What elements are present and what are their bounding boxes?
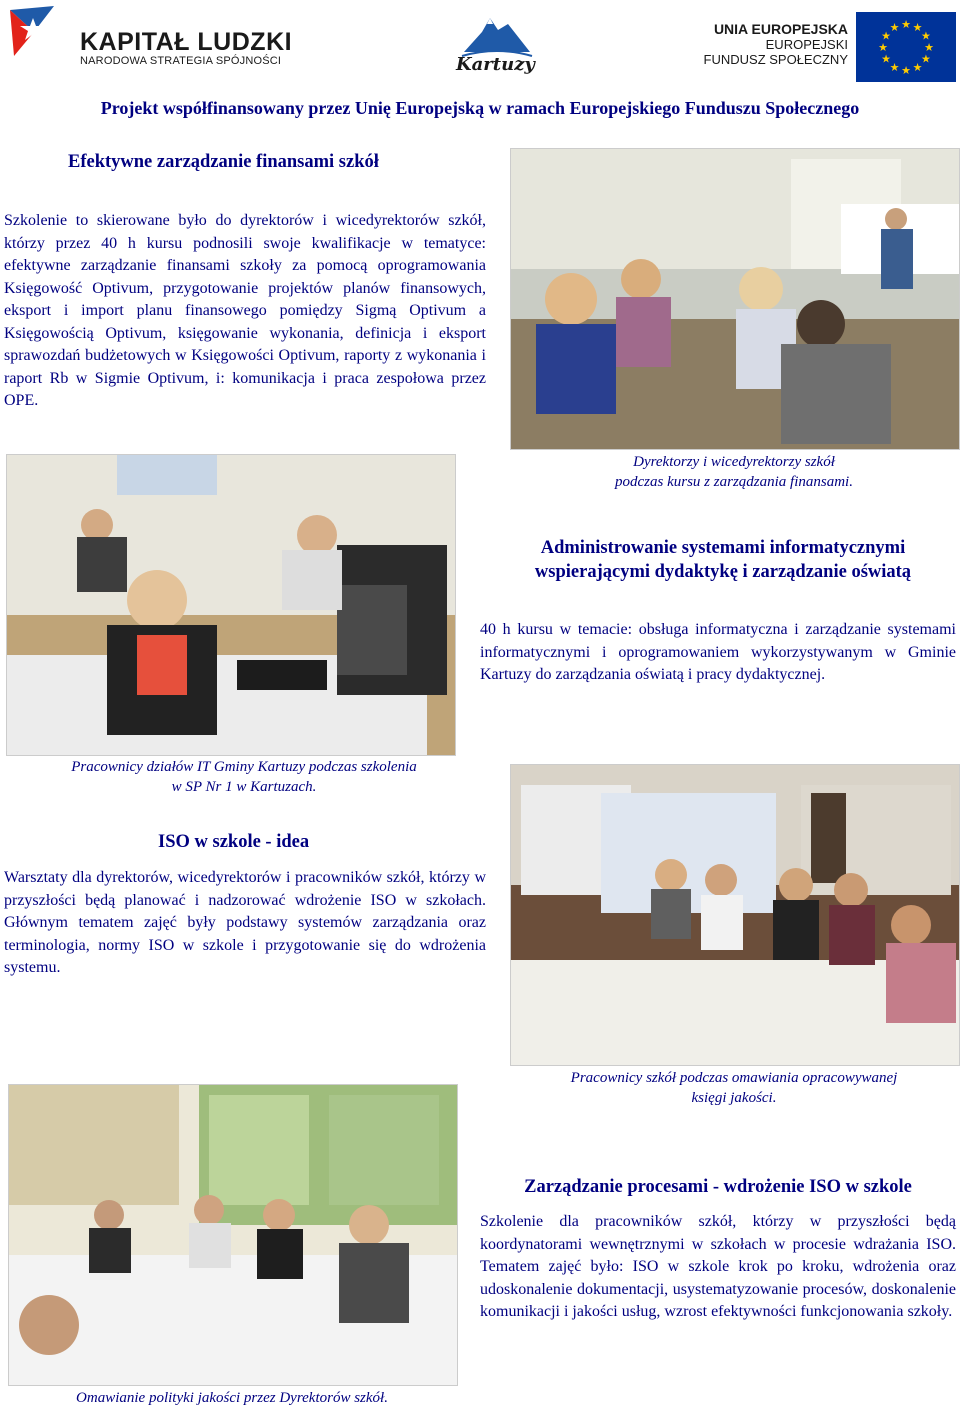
section1-caption — [510, 452, 958, 492]
section2-title-line2: wspierającymi dydaktykę i zarządzanie oświatą — [534, 562, 912, 582]
section1-title: Efektywne zarządzanie finansami szkół — [68, 152, 379, 172]
section2-caption-line2: w SP Nr 1 w Kartuzach. — [171, 779, 317, 795]
eu-star-icon: ★ — [889, 22, 900, 35]
section3-body: Warsztaty dla dyrektorów, wicedyrektorów i pracowników szkół, którzy w przyszłości będą planować i nadzorować wdrożenie ISO w szkołach. Głównym tematem zajęć były podstawy systemów zarządzania oraz terminologia, normy ISO w szkole i przygotowanie się do wdrożenia systemu. — [4, 869, 486, 976]
eu-star-icon: ★ — [881, 30, 892, 43]
eu-flag-icon — [856, 12, 956, 82]
section2-title — [486, 536, 960, 584]
section2-body: 40 h kursu w temacie: obsługa informatyczna i zarządzanie systemami informatycznymi i oprogramowaniem wykorzystywanym w Gminie Kartuzy do zarządzania oświatą i pracy dydaktycznej. — [480, 621, 956, 683]
cofinancing-header: Projekt współfinansowany przez Unię Europejską w ramach Europejskiego Funduszu Społecznego — [100, 98, 860, 118]
eu-star-icon: ★ — [920, 30, 931, 43]
photo-quality-book — [510, 764, 960, 1066]
kartuzy-logo — [452, 10, 542, 82]
eu-star-icon: ★ — [878, 42, 888, 54]
section4-caption: Omawianie polityki jakości przez Dyrektorów szkół. — [76, 1390, 388, 1406]
section2-caption — [6, 757, 482, 797]
eu-star-icon: ★ — [924, 42, 934, 54]
eu-star-icon: ★ — [912, 61, 923, 74]
eu-line3: FUNDUSZ SPOŁECZNY — [703, 52, 848, 67]
eu-line2: EUROPEJSKI — [765, 37, 848, 52]
photo-quality-policy — [8, 1084, 458, 1386]
kartuzy-logo-text: Kartuzy — [456, 54, 535, 75]
section1-caption-line1: Dyrektorzy i wicedyrektorzy szkół — [633, 454, 835, 470]
section4-body: Szkolenie dla pracowników szkół, którzy w przyszłości będą koordynatorami wewnętrznymi w szkołach w procesie wdrażania ISO. Tematem zajęć było: ISO w szkole krok po kroku, wdrożenia oraz udoskonalenie dokumentacji, usystematyzowanie procesów, doskonalenie komunikacji i jakości usług, wzrost efektywności funkcjonowania szkoły. — [480, 1213, 956, 1320]
eu-star-icon: ★ — [901, 19, 911, 31]
kapital-ludzki-subtitle: NARODOWA STRATEGIA SPÓJNOŚCI — [80, 55, 282, 67]
eu-logo-text — [704, 22, 848, 67]
section2-caption-line1: Pracownicy działów IT Gminy Kartuzy podczas szkolenia — [71, 759, 417, 775]
section4-title: Zarządzanie procesami - wdrożenie ISO w szkole — [524, 1177, 912, 1197]
section2-title-line1: Administrowanie systemami informatycznymi — [540, 538, 906, 558]
section3-caption — [510, 1068, 958, 1108]
eu-star-icon: ★ — [889, 61, 900, 74]
section1-body: Szkolenie to skierowane było do dyrektorów i wicedyrektorów szkół, którzy przez 40 h kursu podnosili swoje kwalifikacje w tematyce: efektywne zarządzanie finansami szkoły za pomocą oprogramowania Księgowość Optivum, przygotowanie projektów planów finansowych, eksport i import planu finansowego pomiędzy Sigmą Optivum a Księgowością Optivum, księgowanie wykonania, definicja i eksport sprawozdań budżetowych w Księgowości Optivum, raporty z wykonania i raport Rb w Sigmie Optivum, i: komunikacja i praca zespołowa przez OPE. — [4, 212, 486, 409]
kapital-ludzki-logo-icon — [8, 4, 56, 58]
eu-star-icon: ★ — [901, 65, 911, 77]
photo-finance-course — [510, 148, 960, 450]
eu-star-icon: ★ — [881, 53, 892, 66]
section3-title: ISO w szkole - idea — [158, 832, 310, 852]
section3-caption-line2: księgi jakości. — [691, 1090, 777, 1106]
section1-caption-line2: podczas kursu z zarządzania finansami. — [615, 474, 853, 490]
section3-caption-line1: Pracownicy szkół podczas omawiania opracowywanej — [570, 1070, 898, 1086]
eu-star-icon: ★ — [920, 53, 931, 66]
eu-line1: UNIA EUROPEJSKA — [713, 21, 848, 37]
kapital-ludzki-title: KAPITAŁ LUDZKI — [80, 28, 293, 56]
eu-star-icon: ★ — [912, 22, 923, 35]
photo-it-training — [6, 454, 456, 756]
